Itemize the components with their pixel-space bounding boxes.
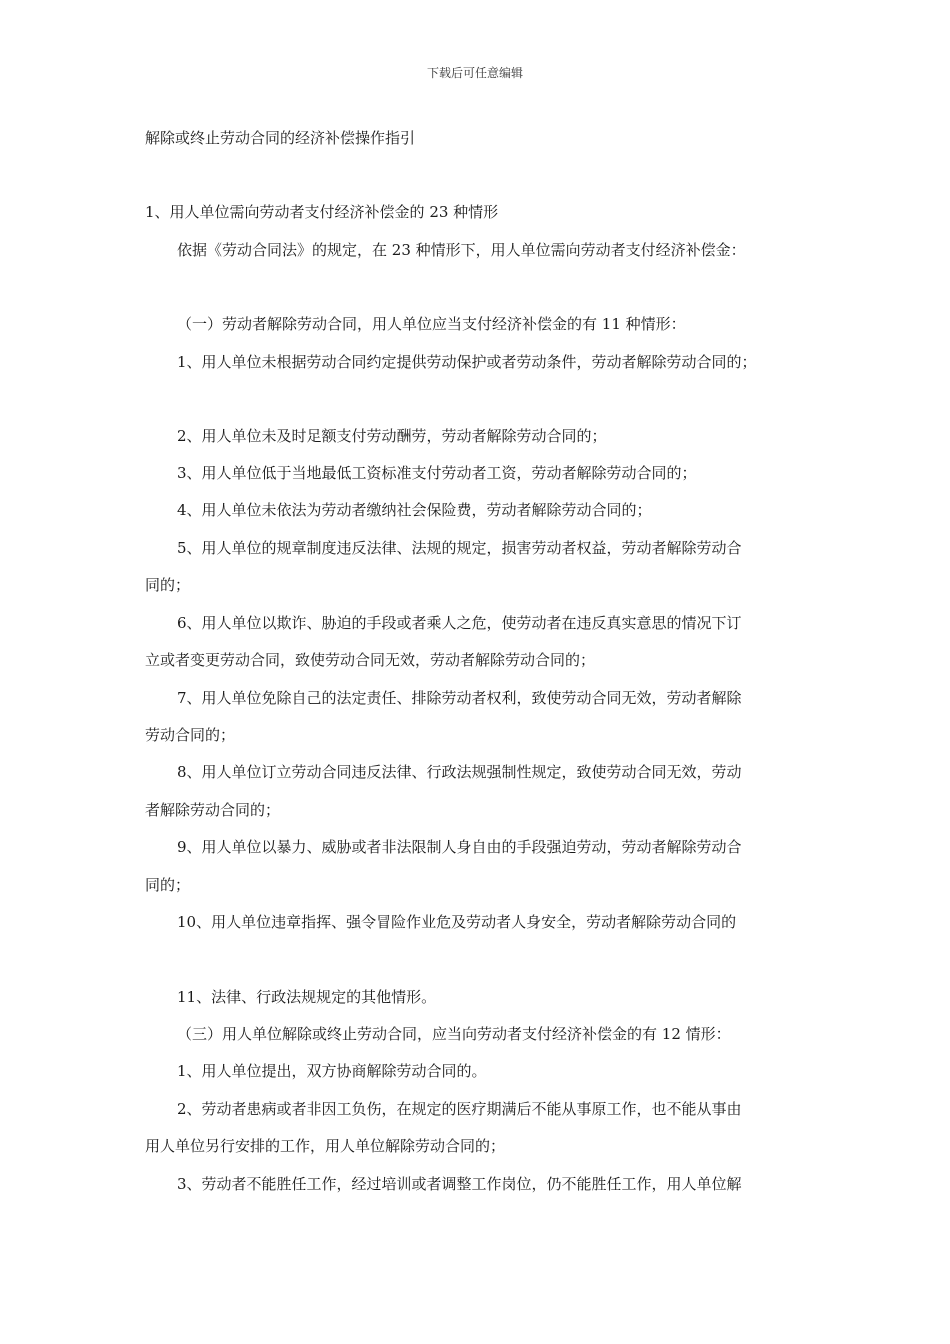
list-item: 3、劳动者不能胜任工作，经过培训或者调整工作岗位，仍不能胜任工作，用人单位解 xyxy=(177,1175,742,1193)
list-item-continuation: 者解除劳动合同的； xyxy=(145,801,281,819)
list-item-continuation: 用人单位另行安排的工作，用人单位解除劳动合同的； xyxy=(145,1137,506,1155)
paragraph: 依据《劳动合同法》的规定，在 23 种情形下，用人单位需向劳动者支付经济补偿金： xyxy=(177,241,746,259)
list-item-continuation: 劳动合同的； xyxy=(145,726,236,744)
list-item: 9、用人单位以暴力、威胁或者非法限制人身自由的手段强迫劳动，劳动者解除劳动合 xyxy=(177,838,742,856)
list-item-continuation: 同的； xyxy=(145,876,191,894)
list-item: 11、法律、行政法规规定的其他情形。 xyxy=(177,988,437,1006)
list-item-continuation: 立或者变更劳动合同，致使劳动合同无效，劳动者解除劳动合同的； xyxy=(145,651,596,669)
list-item: 7、用人单位免除自己的法定责任、排除劳动者权利，致使劳动合同无效，劳动者解除 xyxy=(177,689,742,707)
list-item: 1、用人单位提出，双方协商解除劳动合同的。 xyxy=(177,1062,487,1080)
list-item: 4、用人单位未依法为劳动者缴纳社会保险费，劳动者解除劳动合同的； xyxy=(177,501,652,519)
list-item: 8、用人单位订立劳动合同违反法律、行政法规强制性规定，致使劳动合同无效，劳动 xyxy=(177,763,742,781)
page-header: 下载后可任意编辑 xyxy=(426,66,523,80)
list-item: 2、用人单位未及时足额支付劳动酬劳，劳动者解除劳动合同的； xyxy=(177,427,607,445)
section-heading: 1、用人单位需向劳动者支付经济补偿金的 23 种情形 xyxy=(145,203,499,221)
list-item-continuation: 同的； xyxy=(145,576,191,594)
list-item: 2、劳动者患病或者非因工负伤，在规定的医疗期满后不能从事原工作，也不能从事由 xyxy=(177,1100,742,1118)
subsection-heading: （一）劳动者解除劳动合同，用人单位应当支付经济补偿金的有 11 种情形： xyxy=(177,315,686,333)
subsection-heading: （三）用人单位解除或终止劳动合同，应当向劳动者支付经济补偿金的有 12 情形： xyxy=(177,1025,731,1043)
list-item: 6、用人单位以欺诈、胁迫的手段或者乘人之危，使劳动者在违反真实意思的情况下订 xyxy=(177,614,742,632)
list-item: 5、用人单位的规章制度违反法律、法规的规定，损害劳动者权益，劳动者解除劳动合 xyxy=(177,539,742,557)
document-title: 解除或终止劳动合同的经济补偿操作指引 xyxy=(145,129,416,147)
list-item: 1、用人单位未根据劳动合同约定提供劳动保护或者劳动条件，劳动者解除劳动合同的； xyxy=(177,353,757,371)
list-item: 3、用人单位低于当地最低工资标准支付劳动者工资，劳动者解除劳动合同的； xyxy=(177,464,697,482)
list-item: 10、用人单位违章指挥、强令冒险作业危及劳动者人身安全，劳动者解除劳动合同的 xyxy=(177,913,737,931)
